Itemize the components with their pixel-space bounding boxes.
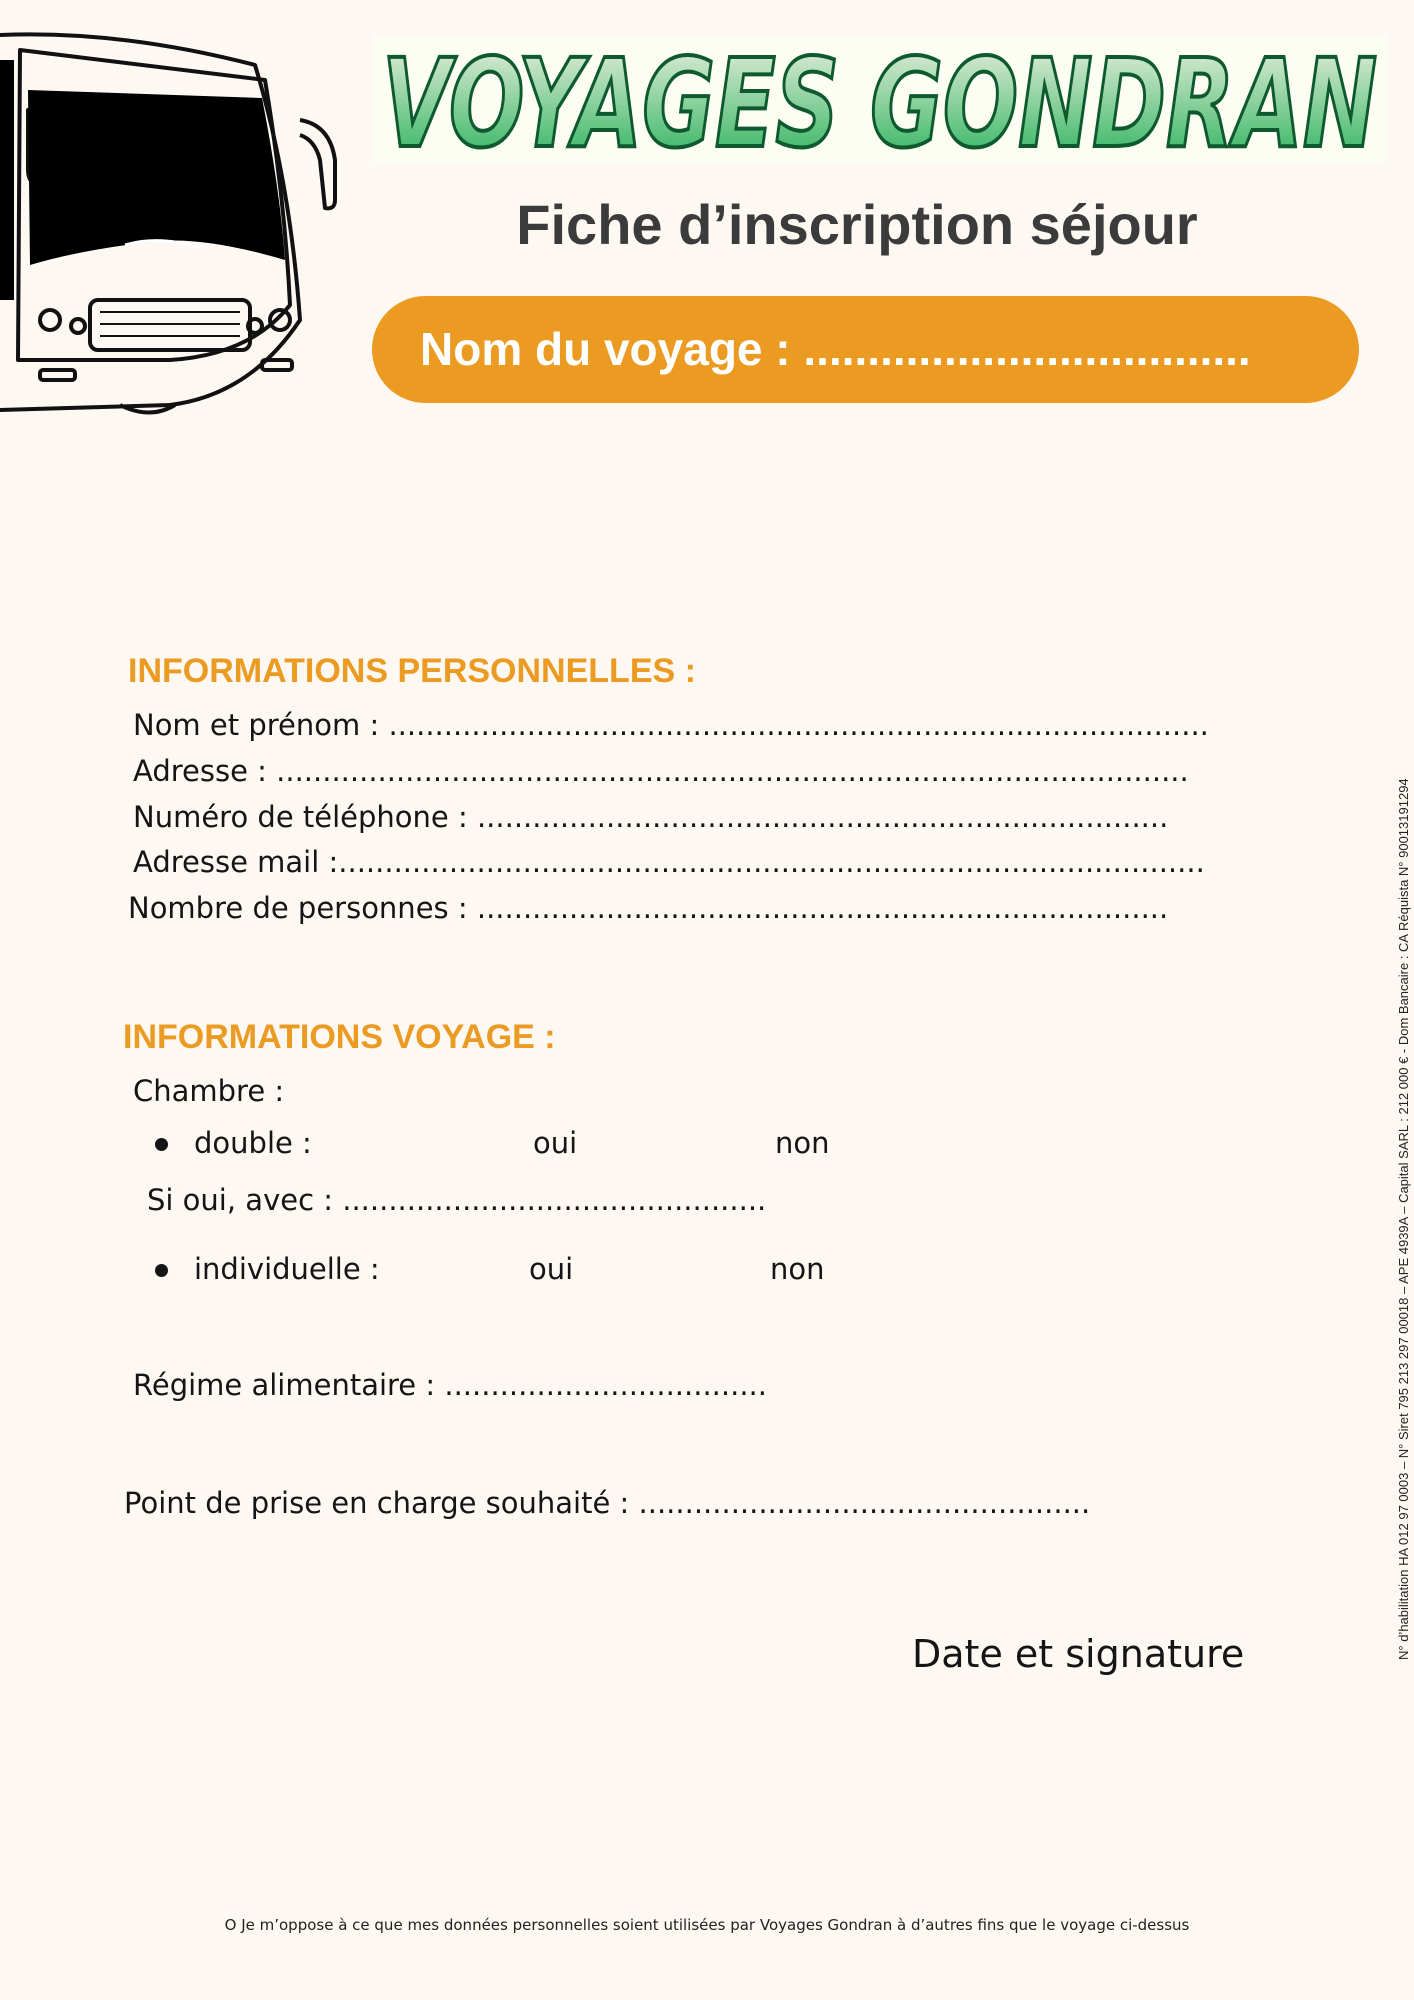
signature-label: Date et signature	[912, 1632, 1245, 1676]
single-room-yes-option[interactable]: oui	[529, 1252, 574, 1286]
data-consent-checkbox[interactable]: O Je m’oppose à ce que mes données personnelles soient utilisées par Voyages Gondran à d’autres fins que le voyage ci-dessus	[224, 1916, 1190, 1934]
people-count-field[interactable]: Nombre de personnes : ...........................................................................	[128, 891, 1169, 925]
bus-illustration	[0, 20, 350, 420]
diet-field[interactable]: Régime alimentaire : ...................................	[133, 1368, 767, 1402]
single-room-label: individuelle :	[194, 1252, 380, 1286]
double-room-yes-option[interactable]: oui	[533, 1126, 578, 1160]
legal-info: N° d’habilitation HA 012 97 0003 – N° Siret 795 213 297 00018 – APE 4939A – Capital SARL : 212 000 € - Dom Bancaire : CA Réquista N° 90013191294	[1396, 778, 1411, 1660]
address-field[interactable]: Adresse : ...................................................................................................	[133, 754, 1189, 788]
roommate-field[interactable]: Si oui, avec : ..............................................	[147, 1183, 767, 1217]
phone-field[interactable]: Numéro de téléphone : ...........................................................................	[133, 800, 1169, 834]
page-title: Fiche d’inscription séjour	[516, 193, 1198, 256]
single-room-no-option[interactable]: non	[770, 1252, 825, 1286]
double-room-no-option[interactable]: non	[775, 1126, 830, 1160]
trip-name-banner	[372, 296, 1359, 403]
room-label: Chambre :	[133, 1074, 285, 1108]
personal-info-heading: INFORMATIONS PERSONNELLES :	[128, 652, 696, 690]
name-field[interactable]: Nom et prénom : .........................................................................................	[133, 708, 1209, 742]
pickup-point-field[interactable]: Point de prise en charge souhaité : .................................................	[124, 1486, 1091, 1520]
logo-text: VOYAGES GONDRAN	[382, 36, 1377, 163]
double-room-label: double :	[194, 1126, 312, 1160]
brand-logo	[372, 36, 1387, 163]
trip-name-field[interactable]: Nom du voyage : ...................................	[420, 323, 1251, 375]
email-field[interactable]: Adresse mail :..............................................................................................	[133, 845, 1205, 879]
trip-info-heading: INFORMATIONS VOYAGE :	[123, 1018, 556, 1056]
bullet-icon	[155, 1138, 168, 1151]
bullet-icon	[155, 1264, 168, 1277]
